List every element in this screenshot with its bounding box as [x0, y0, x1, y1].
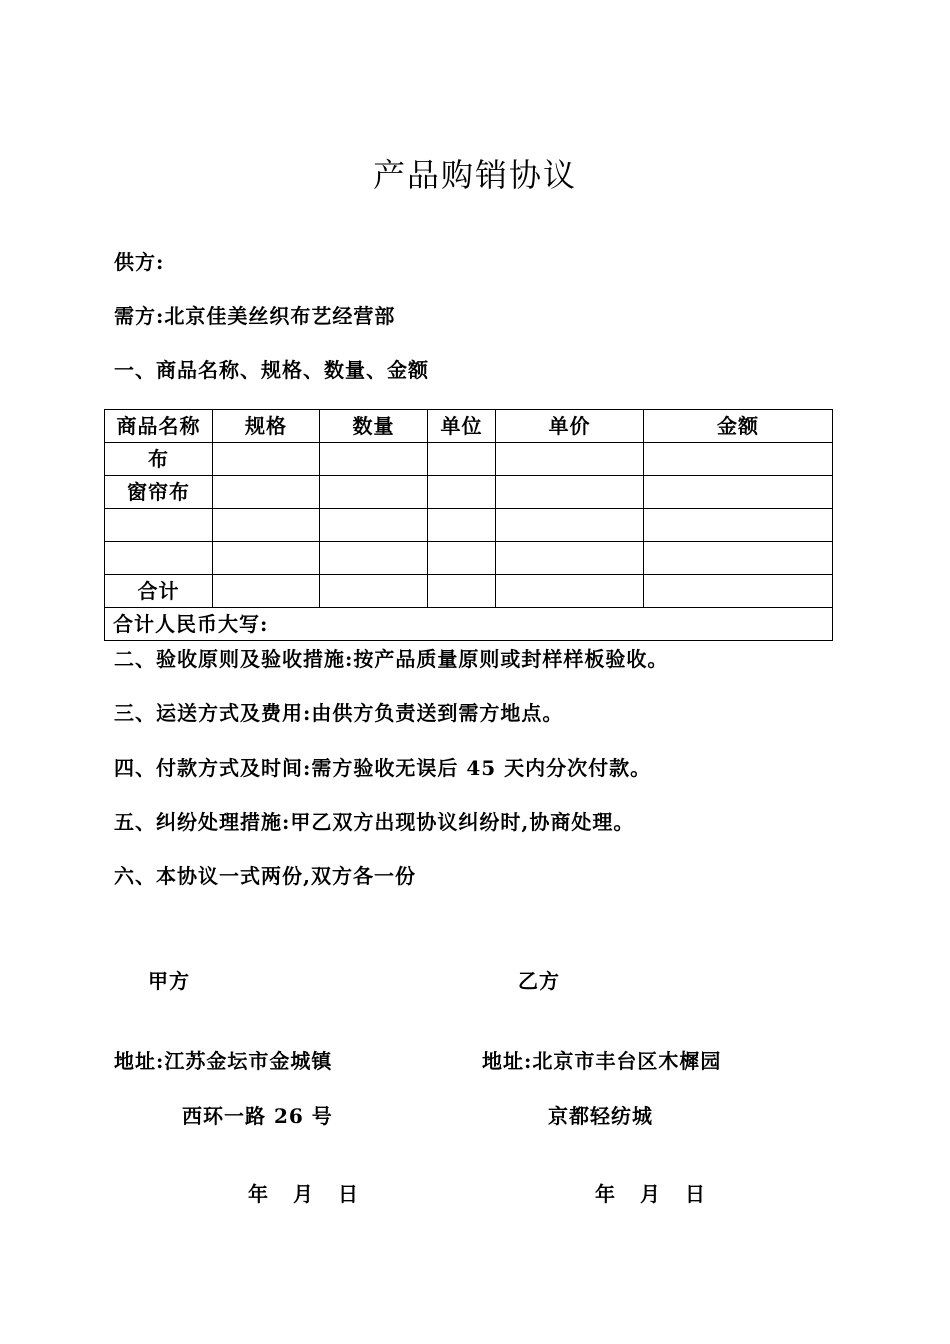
table-cell	[213, 476, 320, 509]
date-year: 年	[595, 1182, 616, 1206]
table-total-row	[105, 575, 833, 608]
table-cell	[428, 575, 496, 608]
date-month: 月	[293, 1182, 314, 1206]
section-1-heading: 一、商品名称、规格、数量、金额	[114, 358, 429, 382]
section-4-payment: 四、付款方式及时间:需方验收无误后 45 天内分次付款。	[114, 756, 652, 780]
party-a-label: 甲方	[148, 969, 190, 993]
section-2-acceptance: 二、验收原则及验收措施:按产品质量原则或封样样板验收。	[114, 647, 669, 671]
party-b-label: 乙方	[518, 969, 560, 993]
table-header-row	[105, 410, 833, 443]
table-cell	[213, 443, 320, 476]
header-unit: 单位	[428, 410, 496, 443]
document-title: 产品购销协议	[372, 156, 577, 194]
table-cell	[496, 542, 644, 575]
table-row	[105, 542, 833, 575]
goods-table	[104, 409, 833, 641]
table-cell	[320, 575, 428, 608]
party-b-address-line1: 地址:北京市丰台区木樨园	[482, 1049, 722, 1073]
table-cell: 布	[105, 443, 213, 476]
table-cell	[644, 476, 833, 509]
table-row	[105, 443, 833, 476]
table-row	[105, 509, 833, 542]
table-cell	[428, 476, 496, 509]
party-b-address-line2: 京都轻纺城	[548, 1104, 653, 1128]
header-spec: 规格	[213, 410, 320, 443]
buyer-line: 需方:北京佳美丝织布艺经营部	[114, 304, 396, 328]
date-month: 月	[640, 1182, 661, 1206]
table-cell	[213, 542, 320, 575]
table-cell	[428, 509, 496, 542]
table-cell	[105, 509, 213, 542]
table-cell	[428, 443, 496, 476]
table-cell	[496, 443, 644, 476]
table-row	[105, 476, 833, 509]
table-cell	[496, 476, 644, 509]
table-cell	[428, 542, 496, 575]
supplier-label: 供方:	[114, 250, 165, 274]
date-year: 年	[248, 1182, 269, 1206]
total-rmb-label: 合计人民币大写:	[105, 608, 833, 641]
table-cell	[213, 575, 320, 608]
table-cell	[213, 509, 320, 542]
table-cell	[320, 509, 428, 542]
header-amount: 金额	[644, 410, 833, 443]
section-3-delivery: 三、运送方式及费用:由供方负责送到需方地点。	[114, 701, 564, 725]
section-5-dispute: 五、纠纷处理措施:甲乙双方出现协议纠纷时,协商处理。	[114, 810, 635, 834]
date-day: 日	[338, 1182, 359, 1206]
section-6-copies: 六、本协议一式两份,双方各一份	[114, 864, 416, 888]
table-cell	[644, 575, 833, 608]
table-cell: 窗帘布	[105, 476, 213, 509]
table-cell: 合计	[105, 575, 213, 608]
party-b-date	[595, 1178, 706, 1207]
table-cell	[105, 542, 213, 575]
header-product-name: 商品名称	[105, 410, 213, 443]
table-rmb-total-row	[105, 608, 833, 641]
header-unit-price: 单价	[496, 410, 644, 443]
party-a-address-line1: 地址:江苏金坛市金城镇	[114, 1049, 333, 1073]
table-cell	[496, 575, 644, 608]
table-cell	[644, 443, 833, 476]
table-cell	[320, 443, 428, 476]
table-cell	[496, 509, 644, 542]
table-cell	[320, 476, 428, 509]
table-cell	[320, 542, 428, 575]
party-a-date	[248, 1178, 359, 1207]
header-quantity: 数量	[320, 410, 428, 443]
party-a-address-line2: 西环一路 26 号	[182, 1104, 333, 1128]
date-day: 日	[685, 1182, 706, 1206]
table-cell	[644, 509, 833, 542]
table-cell	[644, 542, 833, 575]
